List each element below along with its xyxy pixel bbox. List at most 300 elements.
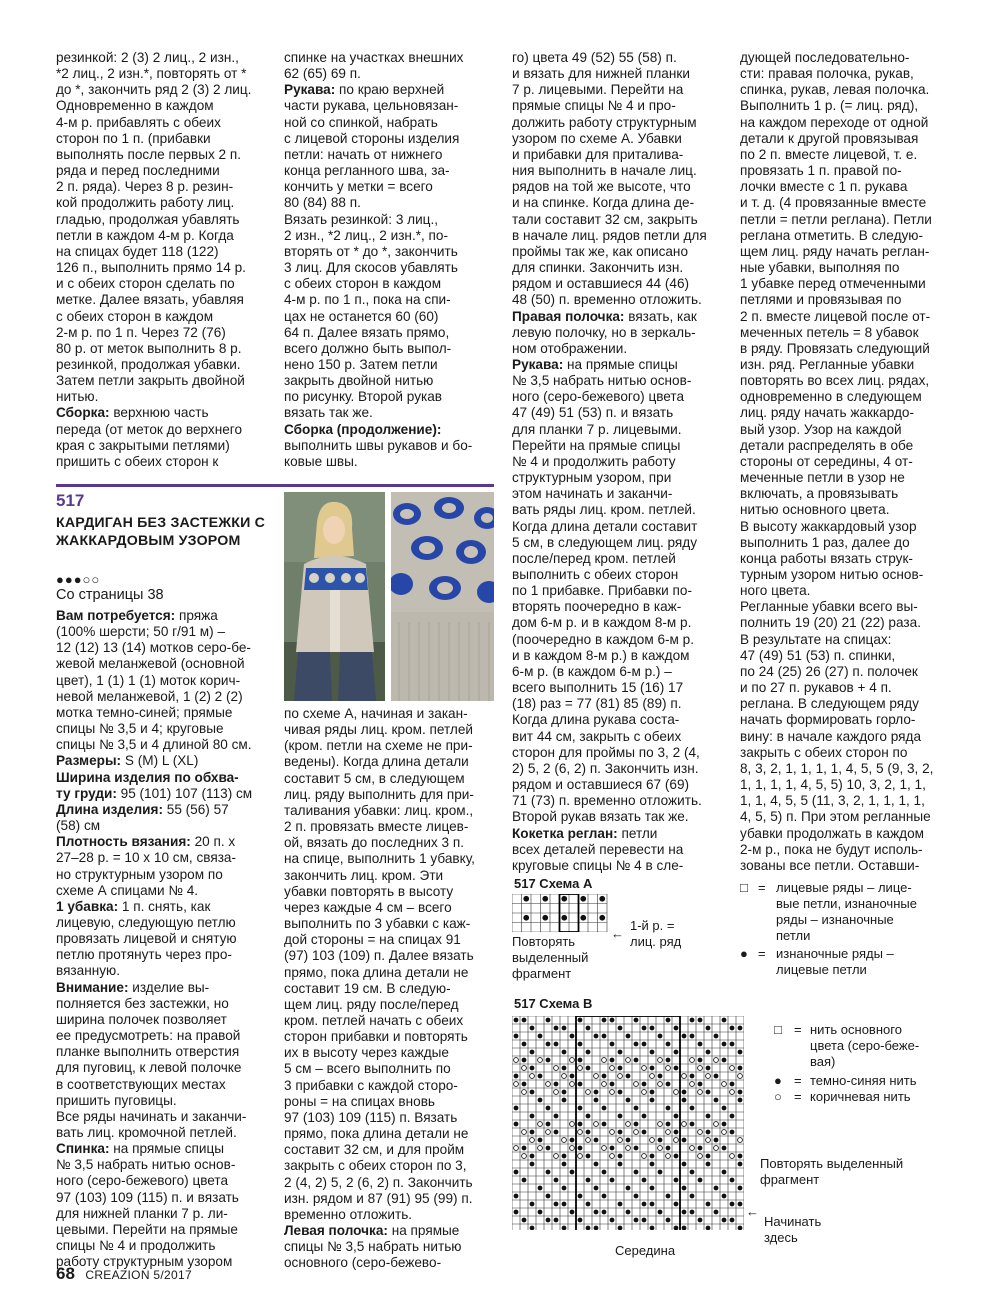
chart-dot-filled (562, 1050, 567, 1055)
chart-dot-filled (562, 1226, 567, 1230)
text-line: по схеме А, начиная и закан- (284, 706, 468, 721)
chart-dot-filled (650, 1202, 655, 1207)
text-line: изн. ряд. Регланные убавки (740, 356, 915, 372)
text-line: 2-м р., пока не будут исполь- (740, 841, 923, 857)
chart-dot-filled (522, 1082, 527, 1087)
text-line: структурным узором, при (512, 470, 672, 486)
chart-dot-filled (738, 1090, 743, 1095)
legend-b: □ = нить основного цвета (серо-бежe- вая) ● = темно-синяя нить ○ = коричневая нить (774, 1022, 920, 1104)
chart-dot-filled (542, 915, 548, 921)
chart-dot-open (594, 1122, 599, 1127)
text-line: 6-м р. (в каждом 6-м р.) – (512, 663, 672, 679)
text-line: ного цвета. (740, 583, 811, 599)
text-line: ного (серо-бежевого) цвета (512, 389, 685, 405)
text-line: 2 п. ряда). Через 8 р. резин- (56, 179, 234, 195)
scheme-a-row-label: 1-й р. = лиц. ряд (630, 918, 682, 949)
text-line: закрыть двойной нитью (284, 373, 434, 389)
text-line: и прибавки для приталива- (512, 146, 684, 162)
chart-dot-filled (658, 1034, 663, 1039)
chart-dot-filled (570, 1074, 575, 1079)
text-line: Ширина изделия по обхва- (56, 769, 239, 785)
text-line: цах не останется 60 (60) (284, 308, 439, 324)
text-line: петли = петли реглана). Петли (740, 211, 932, 227)
chart-dot-open (618, 1138, 623, 1143)
chart-dot-open (602, 1082, 607, 1087)
legend-a: □ = лицевые ряды – лице- вые петли, изнаночные ряды – изнаночные петли ● = изнаночные ряды – лицевые петли (740, 880, 917, 977)
chart-dot-open (594, 1074, 599, 1079)
chart-dot-filled (634, 1018, 639, 1023)
text-line: конца регланного шва, за- (284, 163, 450, 179)
chart-dot-filled (698, 1018, 703, 1023)
chart-dot-filled (706, 1114, 711, 1119)
scheme-b-middle-label: Середина (615, 1243, 676, 1258)
text-line: закрыть с обеих сторон по 3, (284, 1158, 467, 1174)
scheme-a-row-arrow: ← (611, 926, 624, 941)
chart-dot-filled (626, 1186, 631, 1191)
chart-dot-filled (722, 1042, 727, 1047)
text-line: выполнить по 3 убавки с каж- (284, 916, 471, 932)
text-line: всего выполнить 15 (16) 17 (512, 680, 684, 696)
chart-dot-filled (602, 1018, 607, 1023)
chart-dot-filled (738, 1066, 743, 1071)
chart-dot-filled (722, 1146, 727, 1151)
chart-dot-filled (634, 1218, 639, 1223)
text-line: для планки 7 р. лицевыми. (512, 421, 682, 437)
chart-dot-filled (554, 1114, 559, 1119)
text-line: спицы № 3,5 набрать нитью (284, 1239, 462, 1255)
chart-dot-filled (586, 1202, 591, 1207)
text-line: Длина изделия: 55 (56) 57 (56, 801, 229, 817)
chart-dot-filled (626, 1034, 631, 1039)
chart-dot-filled (523, 915, 529, 921)
chart-dot-open (634, 1082, 639, 1087)
chart-dot-filled (610, 1082, 615, 1087)
chart-dot-filled (666, 1218, 671, 1223)
text-line: 71 (73) п. временно отложить. (512, 793, 702, 809)
text-line: В результате на спицах: (740, 631, 892, 647)
chart-dot-open (642, 1090, 647, 1095)
chart-dot-filled (570, 1034, 575, 1039)
text-line: щем лиц. ряду после/перед (284, 996, 459, 1012)
chart-dot-filled (650, 1066, 655, 1071)
chart-dot-filled (562, 1090, 567, 1095)
chart-dot-filled (554, 1026, 559, 1031)
chart-dot-filled (698, 1218, 703, 1223)
text-line: выполнить швы рукавов и бо- (284, 437, 473, 453)
chart-dot-filled (602, 1034, 607, 1039)
text-line: ряда и перед последними (56, 163, 220, 179)
text-line: 62 (65) 69 п. (284, 66, 361, 82)
text-line: и вязать для нижней планки (512, 66, 690, 82)
column-3 (512, 50, 724, 874)
chart-dot-open (602, 1146, 607, 1151)
chart-dot-open (642, 1154, 647, 1159)
chart-dot-filled (682, 1138, 687, 1143)
chart-dot-filled (602, 1074, 607, 1079)
chart-dot-filled (650, 1162, 655, 1167)
text-line: вязанную. (56, 963, 121, 979)
text-line: лиц. ряду выполнить для при- (284, 786, 474, 802)
chart-dot-filled (594, 1186, 599, 1191)
chart-dot-open (626, 1058, 631, 1063)
chart-dot-filled (554, 1218, 559, 1223)
chart-dot-open (554, 1066, 559, 1071)
chart-dot-open (538, 1122, 543, 1127)
text-line: Вам потребуется: пряжа (56, 608, 218, 623)
text-line: 4-м р. по 1 п., пока на спи- (284, 292, 451, 308)
text-line: вязать так же. (284, 405, 373, 421)
chart-dot-open (570, 1058, 575, 1063)
chart-dot-open (514, 1058, 519, 1063)
chart-dot-filled (618, 1090, 623, 1095)
chart-dot-filled (698, 1178, 703, 1183)
text-line: *2 лиц., 2 изн.*, повторять от * (56, 66, 247, 82)
chart-dot-filled (714, 1074, 719, 1079)
chart-dot-filled (706, 1162, 711, 1167)
chart-dot-filled (626, 1074, 631, 1079)
text-line: Второй рукав вязать так же. (512, 809, 689, 825)
chart-dot-filled (599, 896, 605, 902)
chart-dot-open (618, 1074, 623, 1079)
chart-dot-filled (666, 1082, 671, 1087)
chart-dot-filled (586, 1178, 591, 1183)
chart-dot-filled (666, 1106, 671, 1111)
text-line: спицы № 4 и продолжить (56, 1238, 216, 1254)
text-line: провязать 1 п. правой по- (740, 163, 902, 179)
legend-knit-symbol: □ (740, 880, 748, 895)
chart-dot-filled (730, 1114, 735, 1119)
chart-dot-filled (562, 1202, 567, 1207)
chart-dot-filled (730, 1130, 735, 1135)
chart-dot-filled (650, 1154, 655, 1159)
page-footer (56, 1264, 192, 1284)
text-line: Рукава: на прямые спицы (512, 356, 678, 372)
chart-dot-filled (706, 1026, 711, 1031)
chart-dot-filled (586, 1026, 591, 1031)
chart-dot-filled (618, 1026, 623, 1031)
chart-dot-open (690, 1082, 695, 1087)
text-line: 126 п., выполнить прямо 14 р. (56, 260, 246, 276)
chart-dot-filled (538, 1186, 543, 1191)
text-line: до *, закончить ряд 2 (3) 2 лиц. (56, 82, 252, 98)
chart-dot-open (650, 1074, 655, 1079)
chart-dot-filled (594, 1138, 599, 1143)
text-line: кой продолжить работу лиц. (56, 195, 235, 211)
chart-dot-filled (522, 1178, 527, 1183)
chart-dot-open (682, 1074, 687, 1079)
chart-dot-filled (642, 1114, 647, 1119)
chart-dot-filled (666, 1146, 671, 1151)
chart-dot-filled (666, 1122, 671, 1127)
chart-dot-open (578, 1154, 583, 1159)
text-line: Спинка: на прямые спицы (56, 1141, 225, 1157)
chart-dot-filled (554, 1130, 559, 1135)
chart-dot-filled (602, 1194, 607, 1199)
chart-dot-open (674, 1138, 679, 1143)
chart-dot-filled (514, 1122, 519, 1127)
text-line: 2 изн., *2 лиц., 2 изн.*, по- (284, 227, 449, 243)
chart-dot-filled (522, 1058, 527, 1063)
text-line: выполнить с обеих сторон (512, 567, 679, 582)
text-line: Затем петли закрыть двойной (56, 373, 245, 389)
text-line: вторять от * до *, закончить (284, 243, 458, 259)
text-line: ковые швы. (284, 453, 358, 469)
chart-dot-filled (546, 1122, 551, 1127)
text-line: дой стороны = на спицах 91 (284, 932, 461, 948)
text-line: В высоту жаккардовый узор (740, 518, 917, 534)
chart-dot-filled (554, 1202, 559, 1207)
text-line: изн. рядом и 87 (91) 95 (99) п. (284, 1190, 473, 1206)
chart-dot-open (522, 1154, 527, 1159)
chart-dot-filled (610, 1218, 615, 1223)
legend-main-color-symbol: □ (774, 1022, 782, 1037)
chart-dot-filled (658, 1210, 663, 1215)
chart-dot-filled (642, 1130, 647, 1135)
scheme-b-start-arrow: ← (746, 1204, 759, 1219)
text-line: 27–28 р. = 10 х 10 см, связа- (56, 850, 237, 866)
chart-dot-open (666, 1154, 671, 1159)
pattern-title: КАРДИГАН БЕЗ ЗАСТЕЖКИ С ЖАККАРДОВЫМ УЗОРОМ (56, 515, 266, 549)
text-line: невой меланжевой, 1 (2) 2 (2) (56, 688, 243, 704)
chart-dot-open (586, 1138, 591, 1143)
text-line: полняется без застежки, но (56, 995, 229, 1011)
text-line: 3 лиц. Для скосов убавлять (284, 260, 458, 276)
text-line: рядов на той же высоте, что (512, 179, 691, 195)
text-line: таливания убавки: лиц. кром., (284, 802, 474, 818)
chart-dot-filled (562, 1154, 567, 1159)
chart-dot-filled (538, 1138, 543, 1143)
chart-dot-filled (650, 1226, 655, 1230)
text-line: начать формировать горло- (740, 712, 916, 728)
text-line: турным узором нитью основ- (740, 567, 924, 582)
text-line: 80 (84) 88 п. (284, 195, 361, 211)
chart-dot-filled (523, 896, 529, 902)
text-line: цевыми. Перейти на прямые (56, 1221, 238, 1237)
chart-dot-filled (578, 1106, 583, 1111)
scheme-a-title: 517 Схема А (514, 876, 593, 891)
text-line: ной со спинкой, набрать (284, 114, 438, 130)
text-line: 4, 5, 5) п. При этом регланные (740, 809, 931, 825)
text-line: Перейти на прямые спицы (512, 437, 681, 453)
chart-dot-filled (538, 1034, 543, 1039)
text-line: ном отображении. (512, 340, 628, 356)
chart-dot-filled (634, 1058, 639, 1063)
chart-dot-filled (626, 1098, 631, 1103)
chart-dot-filled (538, 1098, 543, 1103)
text-line: ту груди: 95 (101) 107 (113) см (56, 785, 253, 801)
chart-dot-filled (578, 1058, 583, 1063)
difficulty-rating: ●●●○○ (56, 572, 101, 587)
text-line: по 2 п. вместе лицевой, т. е. (740, 146, 918, 162)
text-line: для нижней планки 7 р. ли- (56, 1205, 228, 1221)
chart-dot-filled (642, 1178, 647, 1183)
text-line: ой, вязать до последних 3 п. (284, 835, 464, 851)
legend-navy-symbol: ● (774, 1073, 782, 1088)
chart-dot-filled (666, 1058, 671, 1063)
text-line: закрыть с обеих сторон по (740, 744, 908, 760)
chart-dot-filled (730, 1082, 735, 1087)
text-line: всех деталей перевести на (512, 841, 684, 857)
text-line: Все ряды начинать и заканчи- (56, 1108, 247, 1124)
chart-dot-open (714, 1122, 719, 1127)
legend-purl-symbol: ● (740, 946, 748, 961)
chart-dot-filled (674, 1026, 679, 1031)
chart-dot-filled (634, 1106, 639, 1111)
text-line: гладью, продолжая убавлять (56, 211, 240, 227)
text-line: петлями и провязывая по (740, 292, 902, 308)
chart-dot-filled (634, 1194, 639, 1199)
chart-dot-filled (730, 1042, 735, 1047)
chart-dot-filled (634, 1146, 639, 1151)
chart-dot-filled (674, 1154, 679, 1159)
chart-dot-filled (690, 1018, 695, 1023)
text-line: прямо, пока длина детали не (284, 1126, 469, 1142)
chart-dot-filled (546, 1218, 551, 1223)
text-line: 48 (50) п. временно отложить. (512, 292, 702, 308)
chart-dot-open (562, 1138, 567, 1143)
scheme-a-repeat-label: Повторять выделенный фрагмент (512, 934, 589, 981)
chart-dot-filled (602, 1122, 607, 1127)
chart-dot-filled (738, 1202, 743, 1207)
text-line: спицы № 3,5 и 4; круговые (56, 721, 224, 737)
text-line: пришить пуговицы. (56, 1092, 177, 1108)
chart-dot-filled (738, 1050, 743, 1055)
chart-dot-filled (706, 1154, 711, 1159)
text-line: 64 п. Далее вязать прямо, (284, 324, 450, 340)
text-line: одновременно в следующем (740, 389, 922, 405)
text-line: узором по схеме А. Убавки (512, 130, 682, 146)
chart-dot-filled (690, 1034, 695, 1039)
text-line: провязать лицевой и снятую (56, 931, 237, 947)
chart-dot-filled (522, 1018, 527, 1023)
chart-dot-open (610, 1090, 615, 1095)
text-line: по 24 (25) 26 (27) п. полочек (740, 663, 918, 679)
text-line: вать лиц. кромочной петлей. (56, 1125, 237, 1140)
chart-dot-open (610, 1066, 615, 1071)
scheme-b-start-label: Начинать здесь (764, 1214, 822, 1245)
chart-dot-filled (714, 1098, 719, 1103)
text-line: кром. петлей начать с обеих (284, 1012, 464, 1028)
text-line: нено 150 р. Затем петли (284, 356, 438, 372)
chart-dot-filled (698, 1058, 703, 1063)
text-line: вторять поочередно в каж- (512, 599, 682, 615)
chart-dot-filled (546, 1058, 551, 1063)
chart-dot-filled (538, 1074, 543, 1079)
text-line: дом 6-м р. и в каждом 8-м р. (512, 615, 692, 631)
text-line: через каждые 4 см – всего (284, 899, 452, 915)
text-line: щем лиц. ряду начать реглан- (740, 243, 930, 259)
text-line: петлю протянуть через про- (56, 947, 232, 963)
text-line: Плотность вязания: 20 п. х (56, 834, 236, 850)
chart-dot-filled (514, 1194, 519, 1199)
chart-dot-filled (690, 1170, 695, 1175)
chart-dot-filled (514, 1018, 519, 1023)
text-line: мотка темно-синей; прямые (56, 704, 233, 720)
text-line: сти: правая полочка, рукав, (740, 66, 914, 82)
text-line: Сборка (продолжение): (284, 421, 442, 437)
text-line: нитью. (56, 389, 99, 405)
chart-dot-filled (586, 1050, 591, 1055)
text-line: (18) раз = 77 (81) 85 (89) п. (512, 696, 682, 712)
text-line: повторять во всех лиц. рядах, (740, 373, 930, 389)
text-line: лочки вместе с 1 п. рукава (740, 179, 908, 195)
chart-dot-filled (634, 1042, 639, 1047)
chart-dot-filled (554, 1082, 559, 1087)
text-line: метке. Далее вязать, убавляя (56, 292, 244, 308)
text-line: временно отложить. (284, 1206, 413, 1222)
text-line: на спицах будет 118 (122) (56, 243, 219, 259)
text-line: (кром. петли на схеме не при- (284, 738, 473, 754)
chart-dot-filled (594, 1210, 599, 1215)
text-line: Регланные убавки всего вы- (740, 599, 918, 615)
text-line: на каждом переходе от одной (740, 114, 929, 130)
chart-dot-filled (546, 1018, 551, 1023)
chart-dot-open (530, 1138, 535, 1143)
chart-dot-filled (578, 1194, 583, 1199)
text-line: и в каждом 8-м р.) в каждом (512, 647, 690, 663)
chart-dot-filled (586, 1226, 591, 1230)
chart-dot-open (554, 1154, 559, 1159)
text-line: и по 27 п. рукавов + 4 п. (740, 680, 892, 696)
chart-dot-open (730, 1154, 735, 1159)
chart-dot-filled (690, 1122, 695, 1127)
chart-dot-filled (666, 1042, 671, 1047)
text-line: 1 убавке перед отмеченными (740, 276, 926, 292)
text-line: 5 см, в следующем лиц. ряду (512, 534, 698, 550)
chart-dot-filled (722, 1218, 727, 1223)
text-line: их в высоту через каждые (284, 1045, 449, 1061)
chart-dot-filled (682, 1186, 687, 1191)
text-line: 8, 3, 2, 1, 1, 1, 1, 4, 5, 5 (9, 3, 2, (740, 760, 934, 776)
text-line: Когда длина детали составит (512, 518, 698, 534)
chart-dot-filled (530, 1226, 535, 1230)
chart-dot-filled (690, 1194, 695, 1199)
chart-dot-filled (650, 1090, 655, 1095)
text-line: и на спинке. Когда длина де- (512, 195, 695, 211)
chart-dot-filled (538, 1210, 543, 1215)
text-line: в начале лиц. рядов петли для (512, 227, 707, 243)
chart-dot-filled (722, 1194, 727, 1199)
chart-dot-filled (674, 1178, 679, 1183)
text-line: с обеих сторон в каждом (284, 276, 442, 292)
text-line: 5 см – всего выполнить по (284, 1061, 451, 1077)
text-line: работу структурным узором (56, 1254, 233, 1270)
chart-dot-filled (594, 1098, 599, 1103)
chart-dot-filled (738, 1154, 743, 1159)
text-line: (58) см (56, 818, 101, 834)
text-line: части рукава, цельновязан- (284, 98, 459, 114)
text-line: основного (серо-бежево- (284, 1255, 442, 1271)
chart-dot-filled (690, 1210, 695, 1215)
chart-dot-open (714, 1146, 719, 1151)
chart-dot-open (554, 1090, 559, 1095)
text-line: зованы все петли. Оставши- (740, 857, 920, 873)
chart-dot-filled (602, 1210, 607, 1215)
chart-dot-filled (561, 896, 567, 902)
chart-dot-open (570, 1082, 575, 1087)
text-line: лиц. ряду начать жаккардо- (740, 405, 915, 421)
chart-dot-filled (706, 1050, 711, 1055)
chart-dot-filled (738, 1026, 743, 1031)
chart-dot-filled (666, 1194, 671, 1199)
text-line: в ряду. Провязать следующий (740, 340, 930, 356)
chart-dot-filled (522, 1218, 527, 1223)
chart-dot-filled (618, 1050, 623, 1055)
text-line: 97 (103) 109 (115) п. и вязать (56, 1189, 239, 1205)
chart-dot-filled (542, 896, 548, 902)
chart-dot-filled (722, 1170, 727, 1175)
chart-dot-filled (610, 1018, 615, 1023)
